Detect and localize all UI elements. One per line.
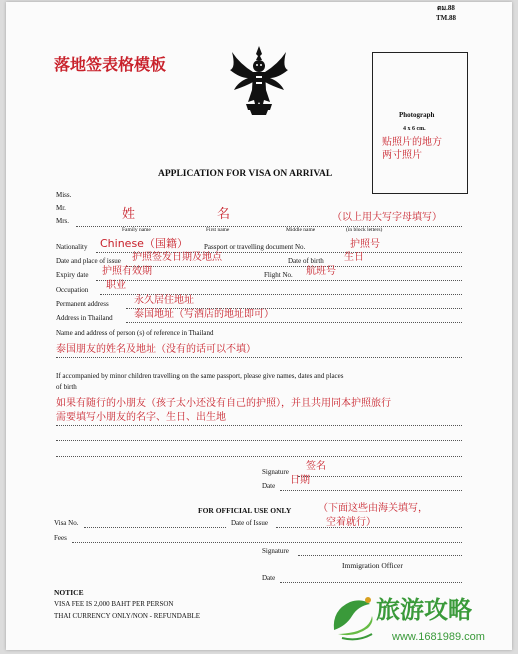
- label-occupation: Occupation: [56, 286, 89, 294]
- visa-form-page: [6, 2, 512, 650]
- annotation-given-name: 名: [217, 207, 231, 222]
- label-reference: Name and address of person (s) of reference in Thailand: [56, 329, 214, 337]
- annotation-surname: 姓: [122, 207, 136, 222]
- label-date: Date: [262, 482, 276, 490]
- form-code-thai: ตม.88: [437, 4, 455, 12]
- label-children-1: If accompanied by minor children travelling on the same passport, please give names, dates and places: [56, 372, 344, 380]
- annotation-thai-address: 泰国地址（写酒店的地址即可）: [134, 309, 274, 320]
- visa-no-line: [84, 527, 226, 528]
- photo-note-cn: 贴照片的地方: [382, 137, 442, 148]
- watermark-text: 旅游攻略: [376, 596, 472, 624]
- label-date-of-issue: Date of Issue: [231, 519, 268, 527]
- label-date-official: Date: [262, 574, 276, 582]
- notice-currency: THAI CURRENCY ONLY/NON - REFUNDABLE: [54, 612, 201, 620]
- label-date-of-birth: Date of birth: [288, 257, 324, 265]
- official-signature-line: [298, 555, 462, 556]
- annotation-occupation: 职业: [106, 280, 126, 291]
- label-permanent-address: Permanent address: [56, 300, 109, 308]
- official-use-heading: FOR OFFICIAL USE ONLY: [198, 506, 292, 515]
- garuda-emblem-icon: [226, 44, 292, 116]
- annotation-issue: 护照签发日期及地点: [132, 252, 222, 263]
- annotation-children-2: 需要填写小朋友的名字、生日、出生地: [56, 412, 226, 423]
- label-visa-no: Visa No.: [54, 519, 79, 527]
- issue-line: [126, 266, 462, 267]
- watermark-url: www.1681989.com: [392, 631, 485, 643]
- label-block-letters: (in block letters): [346, 227, 383, 233]
- label-flight: Flight No.: [264, 271, 293, 279]
- label-immigration-officer: Immigration Officer: [342, 561, 403, 570]
- photo-size: 4 x 6 cm.: [403, 126, 426, 132]
- label-signature: Signature: [262, 468, 289, 476]
- annotation-passport: 护照号: [350, 239, 380, 250]
- label-fees: Fees: [54, 534, 67, 542]
- annotation-reference: 泰国朋友的姓名及地址（没有的话可以不填）: [56, 344, 256, 355]
- label-nationality: Nationality: [56, 243, 88, 251]
- annotation-official-1: （下面这些由海关填写，: [318, 503, 428, 514]
- photo-note-cn-2: 两寸照片: [382, 150, 422, 161]
- notice-fee: VISA FEE IS 2,000 BAHT PER PERSON: [54, 600, 174, 608]
- photo-box: [372, 52, 468, 194]
- label-expiry: Expiry date: [56, 271, 89, 279]
- label-date-place-issue: Date and place of issue: [56, 257, 121, 265]
- signature-line: [298, 476, 462, 477]
- annotation-nationality: Chinese（国籍）: [100, 237, 188, 250]
- annotation-expiry: 护照有效期: [102, 266, 152, 277]
- children-line-2: [56, 440, 462, 441]
- reference-line-1: [56, 357, 462, 358]
- label-children-2: of birth: [56, 383, 77, 391]
- annotation-children-1: 如果有随行的小朋友（孩子太小还没有自己的护照），并且共用同本护照旅行: [56, 398, 391, 409]
- form-code: TM.88: [436, 14, 457, 22]
- label-passport: Passport or travelling document No.: [204, 243, 306, 251]
- fees-line: [72, 542, 462, 543]
- label-first-name: First name: [206, 227, 230, 233]
- leaf-swirl-logo-icon: [328, 590, 378, 642]
- date-line: [280, 490, 462, 491]
- annotation-official-2: 空着就行）: [326, 517, 376, 528]
- form-title: APPLICATION FOR VISA ON ARRIVAL: [158, 169, 333, 179]
- annotation-block-letters: （以上用大写字母填写）: [332, 212, 442, 223]
- annotation-flight: 航班号: [306, 266, 336, 277]
- children-line-1: [56, 425, 462, 426]
- official-date-line: [280, 582, 462, 583]
- annotation-permanent-address: 永久居住地址: [134, 295, 194, 306]
- label-family-name: Family name: [122, 227, 151, 233]
- children-line-3: [56, 456, 462, 457]
- label-mr: Mr.: [56, 204, 66, 212]
- date-of-issue-line: [276, 527, 462, 528]
- label-miss: Miss.: [56, 191, 72, 199]
- expiry-line: [96, 280, 462, 281]
- label-middle-name: Middle name: [286, 227, 316, 233]
- photo-label: Photograph: [399, 111, 435, 119]
- label-address-thailand: Address in Thailand: [56, 314, 113, 322]
- annotation-dob: 生日: [344, 252, 364, 263]
- notice-title: NOTICE: [54, 588, 84, 597]
- label-signature-official: Signature: [262, 547, 289, 555]
- label-mrs: Mrs.: [56, 217, 70, 225]
- annotation-date: 日期: [290, 475, 310, 486]
- annotation-signature: 签名: [306, 461, 326, 472]
- template-title-cn: 落地签表格模板: [54, 55, 167, 74]
- thai-address-line: [126, 322, 462, 323]
